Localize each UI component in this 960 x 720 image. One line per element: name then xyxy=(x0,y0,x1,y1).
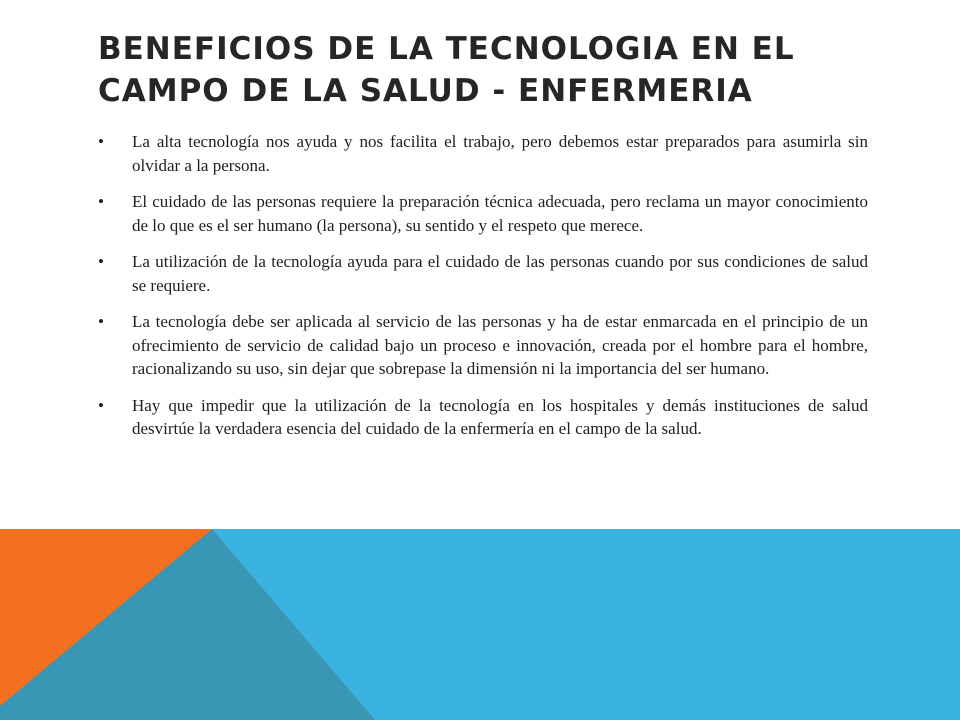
bullet-item xyxy=(98,250,868,297)
bullet-item xyxy=(98,310,868,381)
bullet-dot: • xyxy=(98,395,104,415)
bullet-dot: • xyxy=(98,252,104,271)
bullet-item xyxy=(98,394,868,441)
bullet-item xyxy=(98,130,868,177)
bullet-item xyxy=(98,190,868,237)
bullet-dot: • xyxy=(98,312,104,331)
bullet-dot: • xyxy=(98,192,104,211)
bullet-text: Hay que impedir que la utilización de la tecnología en los hospitales y demás instituciones de salud desvirtúe la verdadera esencia del cuidado de la enfermería en el campo de la salud. xyxy=(132,395,868,438)
bullet-text: El cuidado de las personas requiere la preparación técnica adecuada, pero reclama un mayor conocimiento de lo que es el ser humano (la persona), su sentido y el respeto que merece. xyxy=(132,192,868,235)
bullet-dot: • xyxy=(98,132,104,151)
bullet-text: La utilización de la tecnología ayuda para el cuidado de las personas cuando por sus condiciones de salud se requiere. xyxy=(132,252,868,295)
bullet-text: La alta tecnología nos ayuda y nos facilita el trabajo, pero debemos estar preparados para asumirla sin olvidar a la persona. xyxy=(132,132,868,175)
slide-title: BENEFICIOS DE LA TECNOLOGIA EN EL CAMPO DE LA SALUD - ENFERMERIA xyxy=(98,31,795,109)
bullet-text: La tecnología debe ser aplicada al servicio de las personas y ha de estar enmarcada en el principio de un ofrecimiento de servicio de calidad bajo un proceso e innovación, creada por el hombre para el hombre, racionalizando su uso, sin dejar que sobrepase la dimensión ni la importancia del ser humano. xyxy=(132,312,868,378)
bullet-list xyxy=(98,130,868,454)
